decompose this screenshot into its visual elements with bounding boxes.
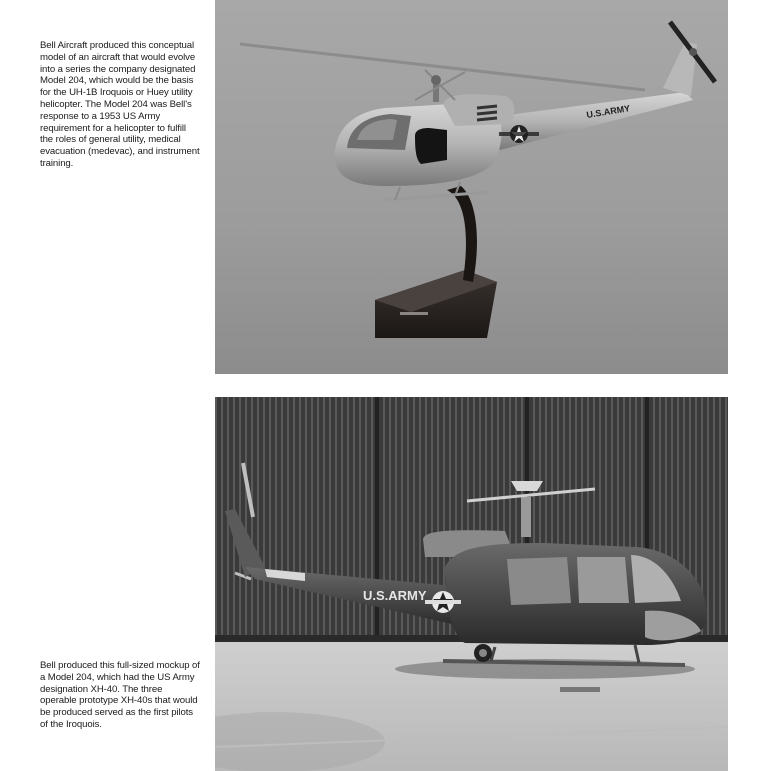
mockup-army-marking: U.S.ARMY [363, 588, 427, 603]
photo-helicopter-model [215, 0, 728, 374]
photo-xh40-mockup [215, 397, 728, 771]
caption-mockup-photo: Bell produced this full-sized mockup of a Model 204, which had the US Army designation XH-40. The three operable prototype XH-40s that would be produced served as the first pilots of the Iroquois. [40, 660, 200, 730]
model-army-marking: U.S.ARMY [585, 103, 631, 120]
caption-model-photo: Bell Aircraft produced this conceptual model of an aircraft that would evolve into a series the company designated Model 204, which would be the basis for the UH-1B Iroquois or Huey utility helicopter. The Model 204 was Bell's response to a 1953 US Army requirement for a helicopter to fulfill the roles of general utility, medical evacuation (medevac), and instrument training. [40, 40, 200, 169]
